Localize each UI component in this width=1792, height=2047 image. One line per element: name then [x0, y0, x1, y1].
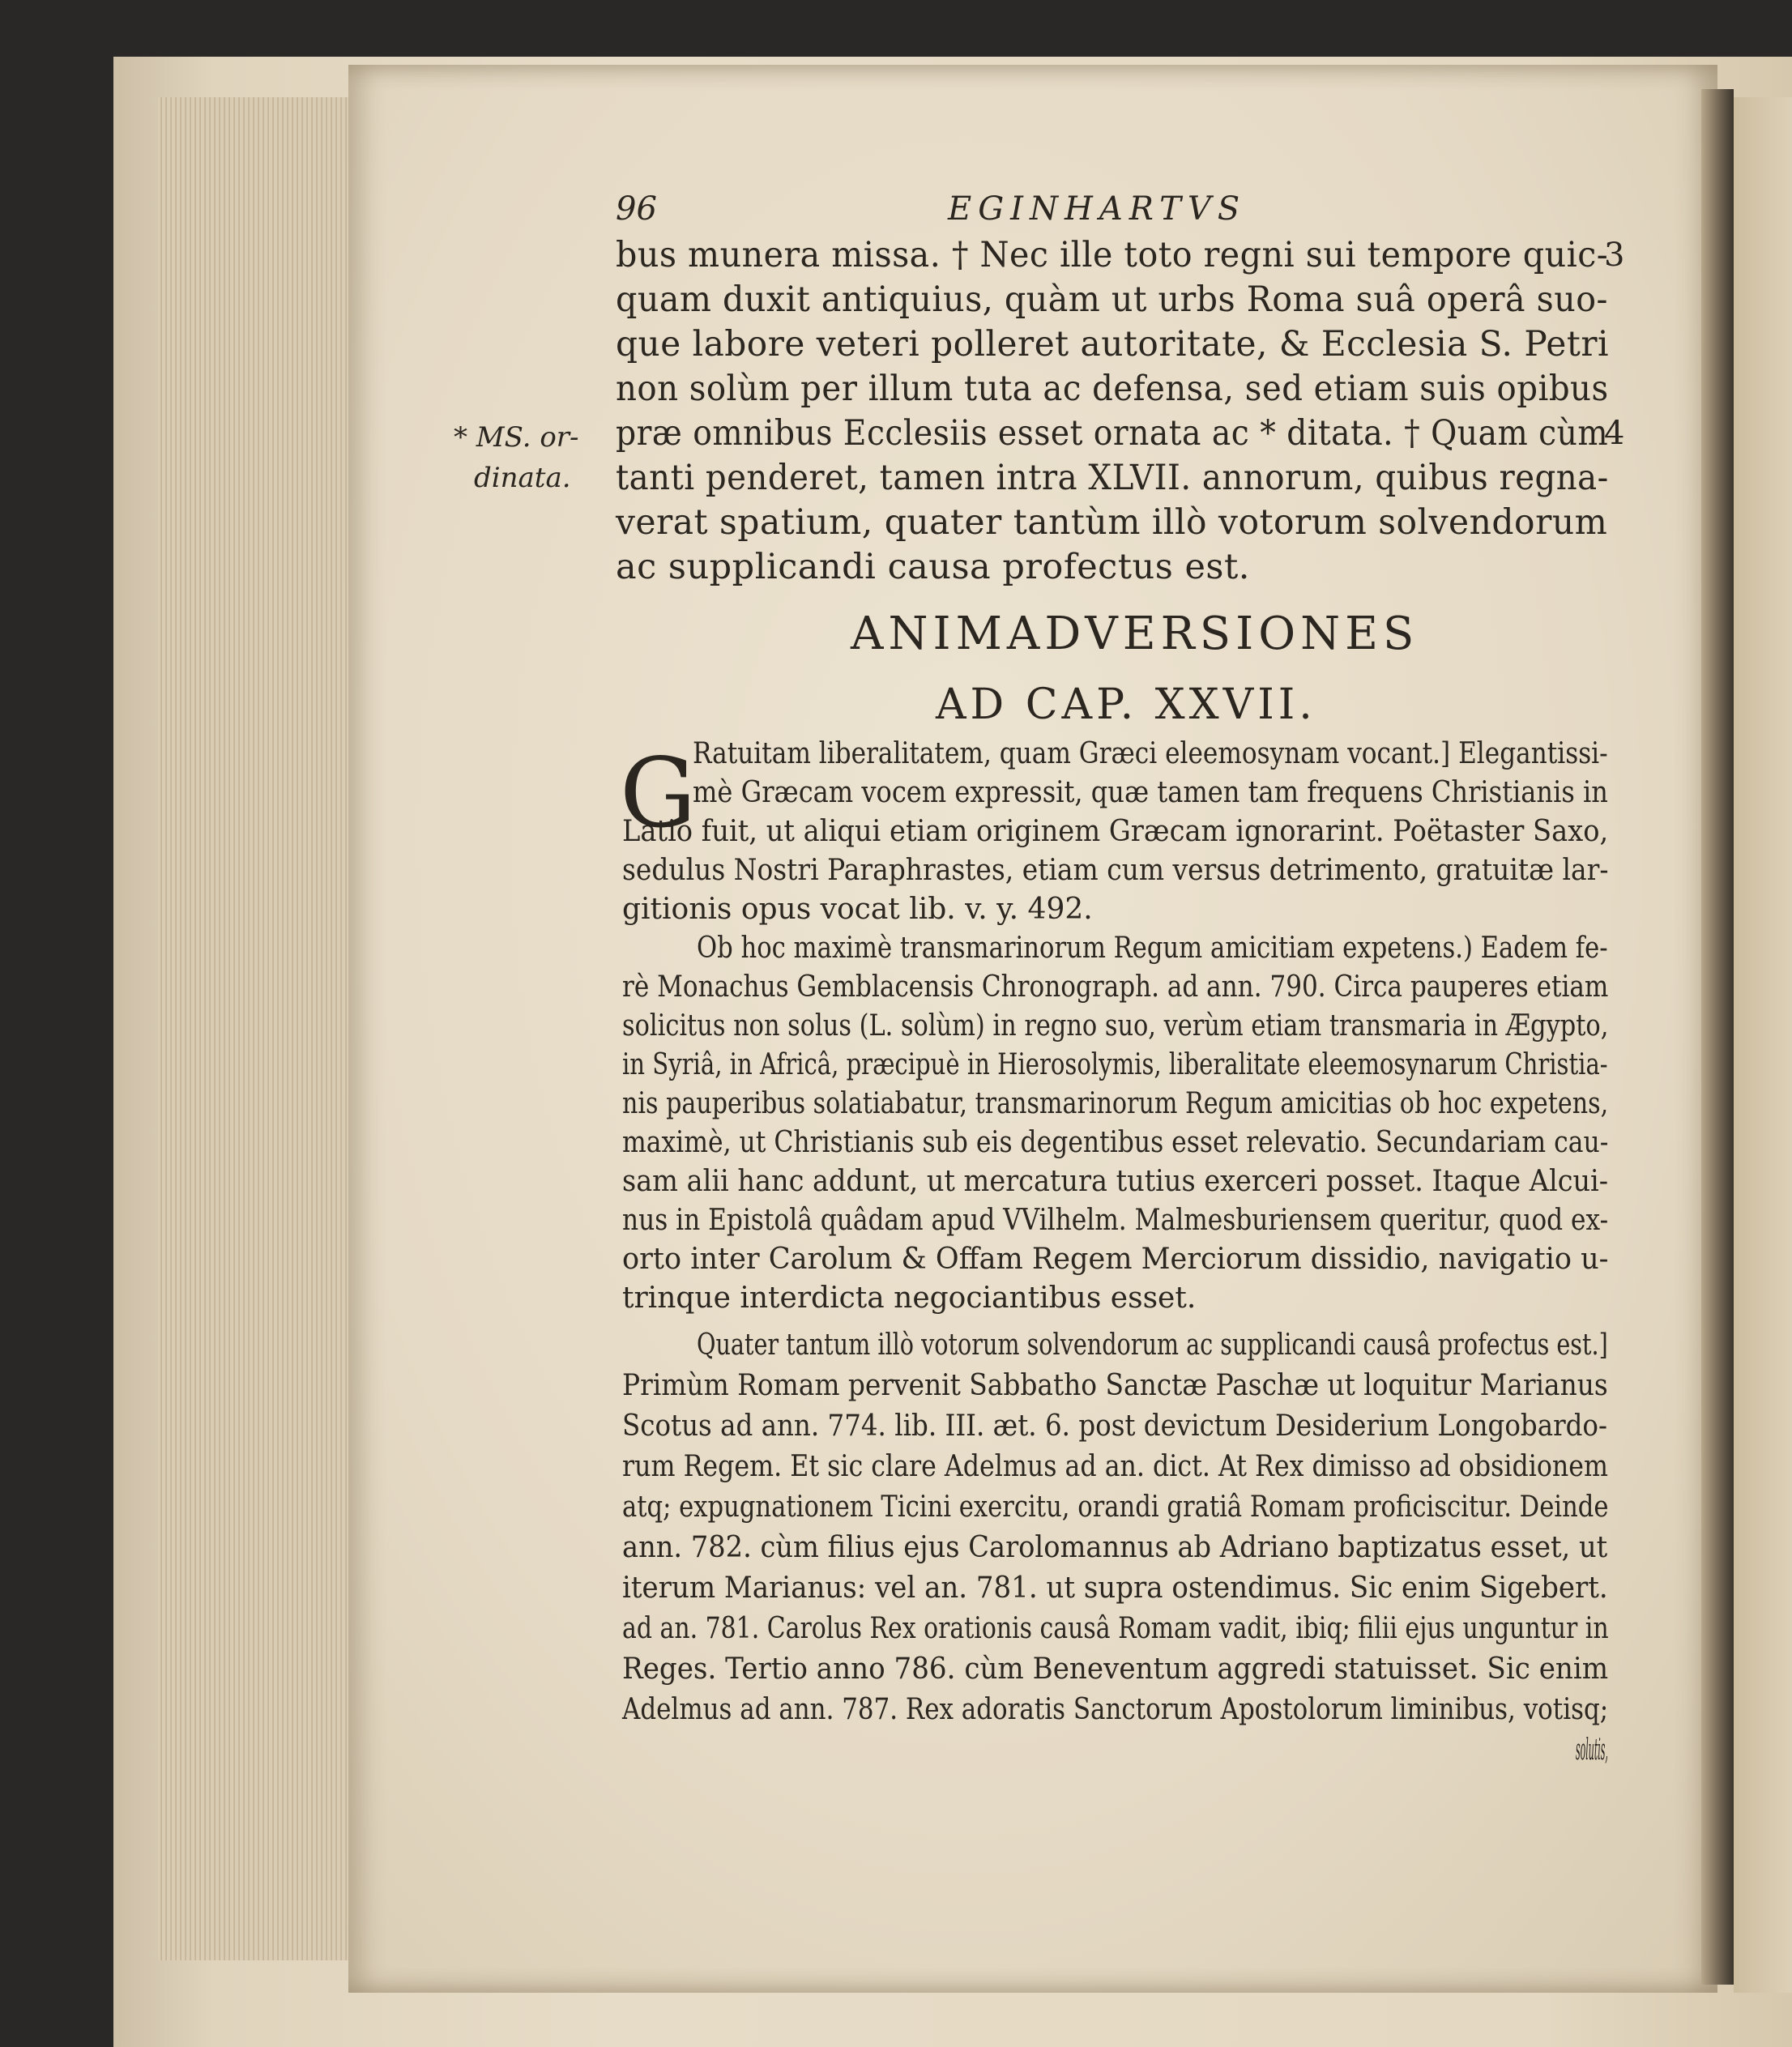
text-line: præ omnibus Ecclesiis esset ornata ac * ditata. † Quam cùm	[616, 413, 1609, 454]
initial-letter: G	[620, 737, 697, 849]
note-line: orto inter Carolum & Offam Regem Merciorum dissidio, navigatio u-	[622, 1243, 1609, 1276]
text-line: non solùm per illum tuta ac defensa, sed etiam suis opibus	[616, 369, 1609, 409]
margin-note: dinata.	[474, 462, 571, 494]
note-line: Quater tantum illò votorum solvendorum ac supplicandi causâ profectus est.]	[697, 1328, 1608, 1362]
note-line: trinque interdicta negociantibus esset.	[622, 1282, 1197, 1315]
running-head: EGINHARTVS	[948, 190, 1247, 228]
margin-number: 4	[1604, 415, 1625, 452]
note-line: maximè, ut Christianis sub eis degentibus esset relevatio. Secundariam cau-	[622, 1126, 1609, 1159]
page-edges	[158, 97, 354, 1960]
section-subtitle: AD CAP. XXVII.	[936, 680, 1316, 729]
note-line: Reges. Tertio anno 786. cùm Beneventum aggredi statuisset. Sic enim	[622, 1653, 1609, 1686]
note-line: in Syriâ, in Africâ, præcipuè in Hierosolymis, liberalitate eleemosynarum Christia-	[622, 1048, 1608, 1081]
note-line: Primùm Romam pervenit Sabbatho Sanctæ Paschæ ut loquitur Marianus	[622, 1369, 1608, 1402]
book-gutter	[1701, 89, 1734, 1985]
text-line: bus munera missa. † Nec ille toto regni sui tempore quic-	[616, 235, 1609, 275]
note-line: sam alii hanc addunt, ut mercatura tutius exerceri posset. Itaque Alcui-	[622, 1165, 1609, 1198]
facing-page-edge	[1734, 97, 1792, 1993]
note-line: mè Græcam vocem expressit, quæ tamen tam frequens Christianis in	[693, 776, 1608, 809]
margin-note: * MS. or-	[454, 421, 579, 454]
margin-number: 3	[1604, 237, 1625, 274]
text-line: quam duxit antiquius, quàm ut urbs Roma suâ operâ suo-	[616, 279, 1608, 320]
note-line: rum Regem. Et sic clare Adelmus ad an. dict. At Rex dimisso ad obsidionem	[622, 1450, 1609, 1483]
note-line: Ratuitam liberalitatem, quam Græci eleemosynam vocant.] Elegantissi-	[693, 737, 1608, 770]
note-line: gitionis opus vocat lib. v. y. 492.	[622, 893, 1093, 926]
note-line: Ob hoc maximè transmarinorum Regum amicitiam expetens.) Eadem fe-	[697, 932, 1608, 965]
note-line: atq; expugnationem Ticini exercitu, orandi gratiâ Romam proficiscitur. Deinde	[622, 1490, 1609, 1524]
text-line: ac supplicandi causa profectus est.	[616, 547, 1250, 587]
note-line: nus in Epistolâ quâdam apud VVilhelm. Malmesburiensem queritur, quod ex-	[622, 1204, 1609, 1237]
note-line: iterum Marianus: vel an. 781. ut supra ostendimus. Sic enim Sigebert.	[622, 1571, 1608, 1605]
catchword: solutis,	[1576, 1734, 1608, 1767]
text-line: que labore veteri polleret autoritate, & Ecclesia S. Petri	[616, 324, 1610, 365]
note-line: solicitus non solus (L. solùm) in regno suo, verùm etiam transmaria in Ægypto,	[622, 1009, 1609, 1043]
note-line: Adelmus ad ann. 787. Rex adoratis Sanctorum Apostolorum liminibus, votisq;	[622, 1693, 1609, 1726]
note-line: Latio fuit, ut aliqui etiam originem Græcam ignorarint. Poëtaster Saxo,	[622, 815, 1609, 848]
note-line: nis pauperibus solatiabatur, transmarinorum Regum amicitias ob hoc expetens,	[622, 1087, 1609, 1120]
text-line: verat spatium, quater tantùm illò votorum solvendorum	[616, 502, 1608, 543]
note-line: Scotus ad ann. 774. lib. III. æt. 6. post devictum Desiderium Longobardo-	[622, 1409, 1607, 1443]
note-line: ann. 782. cùm filius ejus Carolomannus ab Adriano baptizatus esset, ut	[622, 1531, 1608, 1564]
note-line: ad an. 781. Carolus Rex orationis causâ Romam vadit, ibiq; filii ejus unguntur in	[622, 1612, 1609, 1645]
page-number: 96	[616, 190, 657, 228]
section-title: ANIMADVERSIONES	[851, 608, 1419, 660]
note-line: sedulus Nostri Paraphrastes, etiam cum versus detrimento, gratuitæ lar-	[622, 854, 1609, 887]
note-line: rè Monachus Gemblacensis Chronograph. ad ann. 790. Circa pauperes etiam	[622, 970, 1609, 1004]
text-line: tanti penderet, tamen intra XLVII. annorum, quibus regna-	[616, 458, 1609, 498]
